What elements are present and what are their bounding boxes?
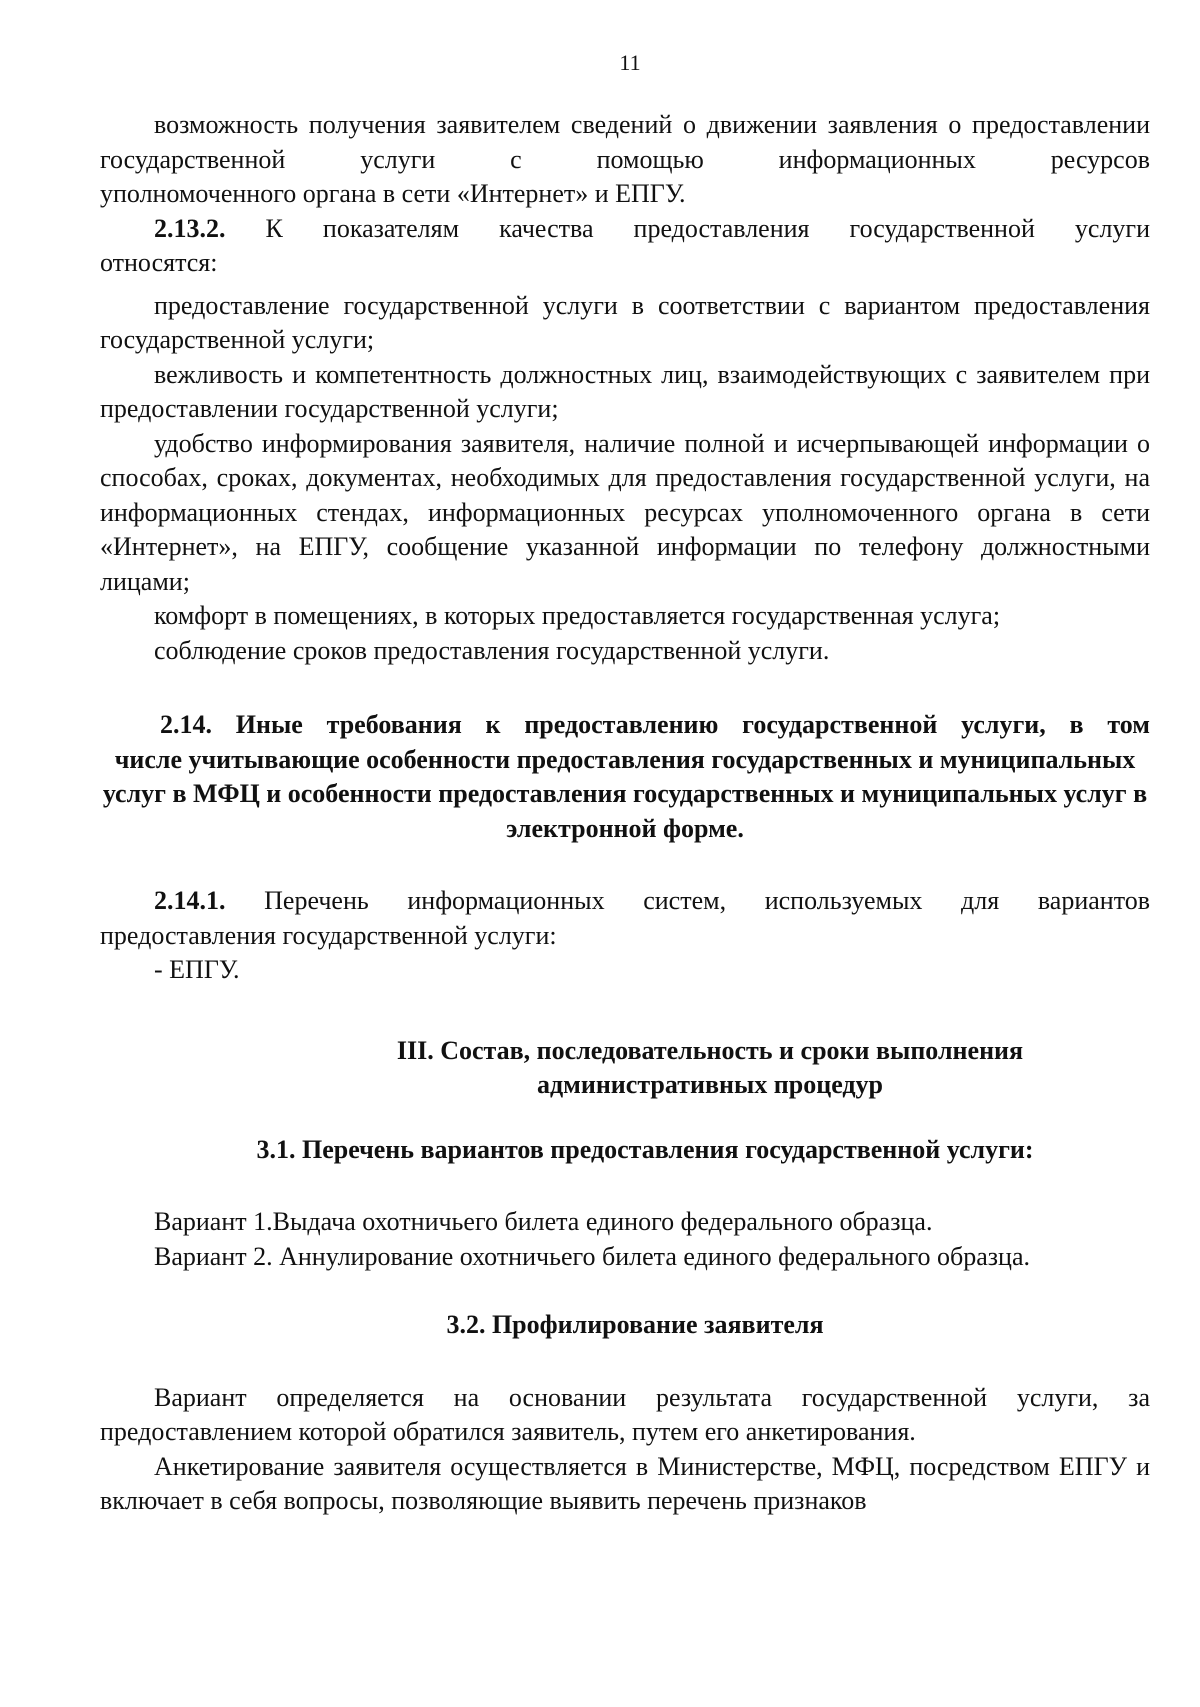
clause-number: 2.13.2. [154, 213, 226, 243]
paragraph-2-14-1 [100, 884, 1150, 919]
quality-item-variant: предоставление государственной услуги в соответствии с вариантом предоставления государственной услуги; [100, 290, 1150, 354]
page-content [100, 108, 1150, 1519]
paragraph-2-13-2 [100, 212, 1150, 247]
variant-1: Вариант 1.Выдача охотничьего билета единого федерального образца. [154, 1207, 933, 1236]
clause-text: Перечень информационных систем, используемых для вариантов [225, 886, 1150, 915]
paragraph-questionnaire: Анкетирование заявителя осуществляется в Министерстве, МФЦ, посредством ЕПГУ и включает в себя вопросы, позволяющие выявить перечень признаков [100, 1451, 1150, 1515]
section-heading-3-2: 3.2. Профилирование заявителя [446, 1310, 824, 1339]
section-heading-2-14 [100, 708, 1150, 846]
paragraph-variant-determination: Вариант определяется на основании результата государственной услуги, за предоставлением которой обратился заявитель, путем его анкетирования. [100, 1382, 1150, 1446]
paragraph-status-tracking: возможность получения заявителем сведений о движении заявления о предоставлении государственной услуги с помощью информационных ресурсов [100, 110, 1150, 174]
variant-2: Вариант 2. Аннулирование охотничьего билета единого федерального образца. [154, 1241, 1030, 1271]
quality-item-comfort: комфорт в помещениях, в которых предоставляется государственная услуга; [154, 601, 1001, 630]
heading-line: административных процедур [536, 1070, 884, 1099]
paragraph-2-14-1-end: предоставления государственной услуги: [100, 920, 557, 950]
paragraph-status-tracking-end: уполномоченного органа в сети «Интернет» и ЕПГУ. [100, 179, 686, 208]
section-heading-III [290, 1034, 1130, 1103]
paragraph-2-13-2-end: относятся: [100, 248, 218, 277]
heading-rest: числе учитывающие особенности предоставления государственных и муниципальных услуг в МФЦ и особенности предоставления государственных и муниципальных услуг в электронной форме. [102, 744, 1148, 843]
heading-line: III. Состав, последовательность и сроки выполнения [396, 1035, 1024, 1065]
quality-item-deadlines: соблюдение сроков предоставления государственной услуги. [154, 635, 830, 665]
heading-line: 2.14. Иные требования к предоставлению государственной услуги, в том [160, 710, 1150, 739]
quality-item-politeness: вежливость и компетентность должностных лиц, взаимодействующих с заявителем при предоставлении государственной услуги; [100, 359, 1150, 423]
quality-item-information: удобство информирования заявителя, наличие полной и исчерпывающей информации о способах, сроках, документах, необходимых для предоставления государственной услуги, на информационных стендах, информационных ресурсах уполномоченного органа в сети «Интернет», на ЕПГУ, сообщение указанной информации по телефону должностными лицами; [100, 428, 1150, 596]
clause-number: 2.14.1. [154, 886, 226, 915]
page-number: 11 [619, 50, 641, 75]
list-item-epgu: - ЕПГУ. [154, 955, 240, 984]
clause-text: К показателям качества предоставления государственной услуги [225, 213, 1150, 243]
section-heading-3-1: 3.1. Перечень вариантов предоставления государственной услуги: [256, 1134, 1034, 1164]
